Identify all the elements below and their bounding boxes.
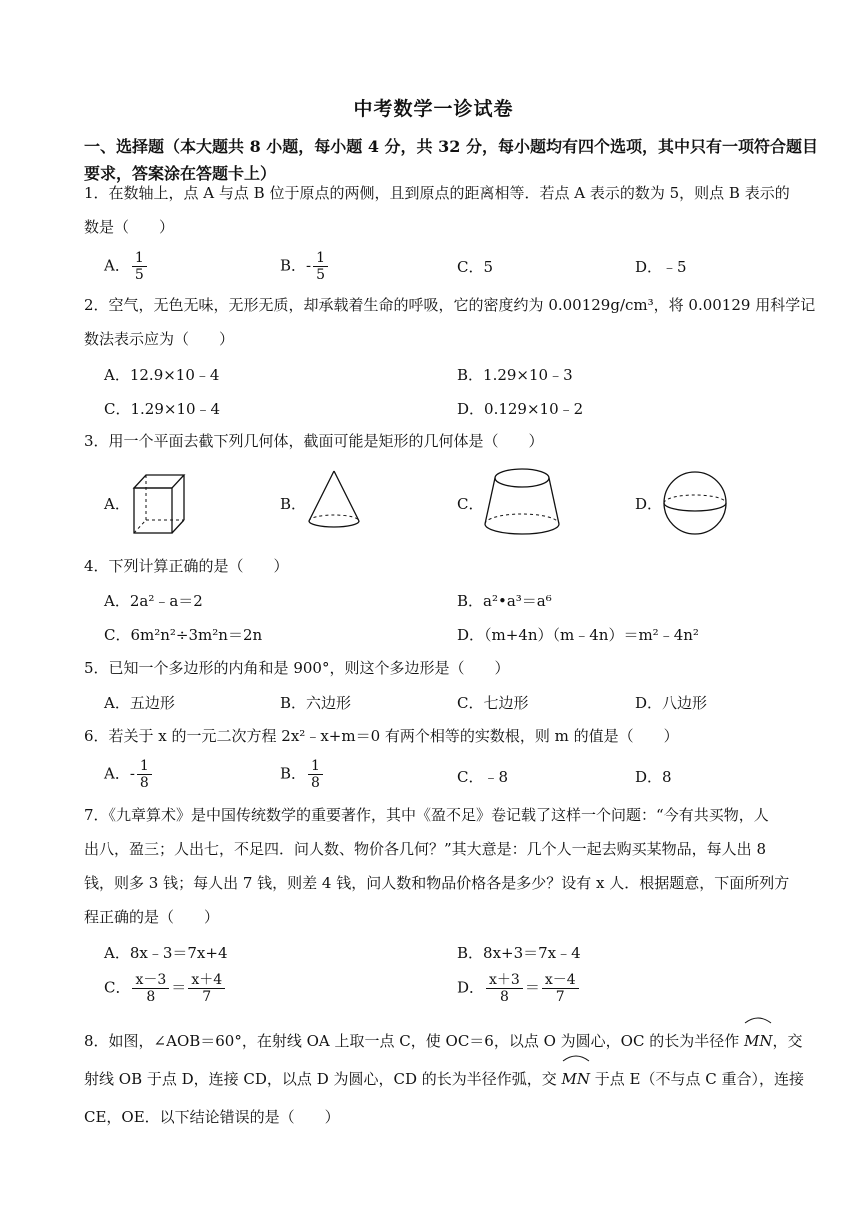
page-title: 中考数学一诊试卷 <box>353 98 514 120</box>
cone-figure <box>304 468 364 532</box>
option-d[interactable]: D．八边形 <box>635 694 708 712</box>
frustum-figure <box>482 466 562 538</box>
option-b[interactable]: B．1.29×10﹣3 <box>457 366 573 384</box>
question-4-options-row1 <box>84 590 824 620</box>
question-7-options-row1 <box>84 942 824 972</box>
option-b[interactable]: B．a²•a³＝a⁶ <box>457 592 552 610</box>
option-b[interactable]: B． $\frac{1}{8}$ <box>280 758 325 791</box>
option-d[interactable]: D． <box>635 495 663 513</box>
option-d[interactable]: D．8 <box>635 768 672 786</box>
question-2-stem: 2．空气，无色无味，无形无质，却承载着生命的呼吸，它的密度约为 0.00129g/cm³，将 0.00129 用科学记 数法表示应为（ ） <box>84 296 816 348</box>
option-c[interactable]: C．﹣8 <box>457 768 509 786</box>
arc-mn: MN <box>562 1060 590 1098</box>
option-a[interactable]: A． <box>104 495 130 513</box>
question-7-stem: 7．《九章算术》是中国传统数学的重要著作，其中《盈不足》卷记载了这样一个问题：“今有共买物，人 出八，盈三；人出七，不足四．问人数、物价各几何？”其大意是：几个人一起去购买某物品，每人出 8 钱，则多 3 钱；每人出 7 钱，则差 4 钱，问人数和物品价格各是多少？设有 x 人．根据题意，下面所列方 程正确的是（ ） <box>84 806 790 926</box>
option-c[interactable]: C．1.29×10﹣4 <box>104 400 221 418</box>
option-c[interactable]: C． $\frac{x-3}{8}$ ＝ $\frac{x+4}{7}$ <box>104 972 227 1005</box>
option-a[interactable]: A． $\frac{1}{5}$ <box>104 250 149 283</box>
option-d[interactable]: D．（m+4n）（m﹣4n）＝m²﹣4n² <box>457 626 699 644</box>
option-c[interactable]: C．6m²n²÷3m²n＝2n <box>104 626 263 644</box>
option-a[interactable]: A．五边形 <box>104 694 175 712</box>
option-a[interactable]: A．2a²﹣a＝2 <box>104 592 203 610</box>
question-1-options <box>84 250 824 283</box>
option-d[interactable]: D．0.129×10﹣2 <box>457 400 584 418</box>
option-b[interactable]: B． <box>280 495 307 513</box>
option-a[interactable]: A．8x﹣3＝7x+4 <box>104 944 228 962</box>
question-7-options-row2 <box>84 972 824 1012</box>
question-4-options-row2 <box>84 624 824 654</box>
question-6-options <box>84 758 824 791</box>
option-c[interactable]: C．七边形 <box>457 694 529 712</box>
question-5-stem: 5．已知一个多边形的内角和是 900°，则这个多边形是（ ） <box>84 659 510 677</box>
arc-mn: MN <box>744 1022 772 1060</box>
section-header: 一、选择题（本大题共 8 小题，每小题 4 分，共 32 分，每小题均有四个选项，其中只有一项符合题目要求，答案涂在答题卡上） <box>84 137 818 183</box>
option-b[interactable]: B．8x+3＝7x﹣4 <box>457 944 581 962</box>
option-b[interactable]: B．- $\frac{1}{5}$ <box>280 250 330 283</box>
option-b[interactable]: B．六边形 <box>280 694 352 712</box>
option-c[interactable]: C． <box>457 495 484 513</box>
question-8-stem: 8．如图，∠AOB＝60°，在射线 OA 上取一点 C，使 OC＝6，以点 O 为圆心，OC 的长为半径作 MN，交 射线 OB 于点 D，连接 CD，以点 D 为圆心，CD 的长为半径作弧，交 MN 于点 E（不与点 C 重合），连接 CE，OE．以下结论错误的是（ ） <box>84 1022 819 1136</box>
option-d[interactable]: D． $\frac{x+3}{8}$ ＝ $\frac{x-4}{7}$ <box>457 972 581 1005</box>
question-3-stem: 3．用一个平面去截下列几何体，截面可能是矩形的几何体是（ ） <box>84 432 544 450</box>
question-4-stem: 4．下列计算正确的是（ ） <box>84 557 289 575</box>
option-a[interactable]: A．- $\frac{1}{8}$ <box>104 758 154 791</box>
question-6-stem: 6．若关于 x 的一元二次方程 2x²﹣x+m＝0 有两个相等的实数根，则 m 的值是（ ） <box>84 727 679 745</box>
question-5-options <box>84 692 824 722</box>
option-a[interactable]: A．12.9×10﹣4 <box>104 366 220 384</box>
cuboid-figure <box>128 470 190 536</box>
option-d[interactable]: D．﹣5 <box>635 258 687 276</box>
question-2-options-row1 <box>84 364 824 394</box>
option-c[interactable]: C．5 <box>457 258 494 276</box>
sphere-figure <box>660 470 730 536</box>
question-1-stem: 1．在数轴上，点 A 与点 B 位于原点的两侧，且到原点的距离相等．若点 A 表示的数为 5，则点 B 表示的 数是（ ） <box>84 184 790 236</box>
